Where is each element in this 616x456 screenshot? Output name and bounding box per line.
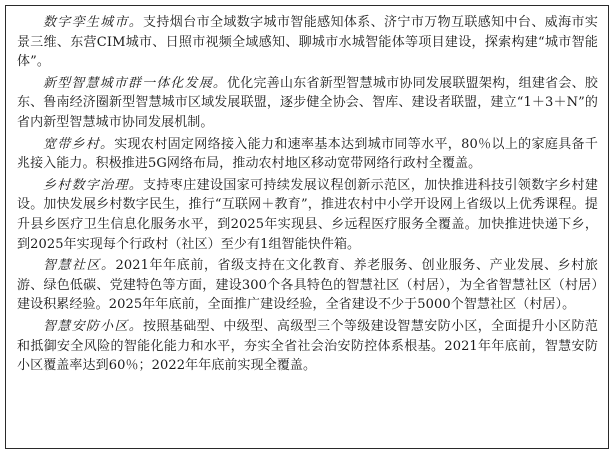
paragraph-lead: 新型智慧城市群一体化发展。 bbox=[43, 75, 228, 91]
paragraph-smart-city-group bbox=[17, 74, 598, 133]
paragraph-body: 支持烟台市全域数字城市智能感知体系、济宁市万物互联感知中台、威海市实景三维、东营CIM城市、日照市视频全域感知、聊城市水城智能体等项目建设，探索构建“城市智能体”。 bbox=[17, 15, 598, 70]
paragraph-village-digital-governance bbox=[17, 176, 598, 254]
paragraph-body: 按照基础型、中级型、高级型三个等级建设智慧安防小区，全面提升小区防范和抵御安全风险的智能化能力和水平，夯实全省社会治安防控体系根基。2021年年底前，智慧安防小区覆盖率达到60％；2022年年底前实现全覆盖。 bbox=[17, 318, 598, 374]
paragraph-body: 优化完善山东省新型智慧城市协同发展联盟架构，组建省会、胶东、鲁南经济圈新型智慧城市区域发展联盟，逐步健全协会、智库、建设者联盟，建立“1＋3＋N”的省内新型智慧城市协同发展机制。 bbox=[17, 75, 598, 130]
paragraph-smart-community bbox=[17, 256, 598, 315]
paragraph-lead: 智慧安防小区。 bbox=[43, 318, 144, 334]
paragraph-body: 实现农村固定网络接入能力和速率基本达到城市同等水平，80％以上的家庭具备千兆接入能力。积极推进5G网络布局，推动农村地区移动宽带网络行政村全覆盖。 bbox=[17, 136, 598, 172]
paragraph-smart-security-community bbox=[17, 317, 598, 376]
paragraph-lead: 宽带乡村。 bbox=[43, 136, 115, 152]
paragraph-digital-twin-city bbox=[17, 13, 598, 72]
paragraph-body: 2021年年底前，省级支持在文化教育、养老服务、创业服务、产业发展、乡村旅游、绿色低碳、党建特色等方面，建设300个各具特色的智慧社区（村居），为全省智慧社区（村居）建设积累经验。2025年年底前，全面推广建设经验，全省建设不少于5000个智慧社区（村居）。 bbox=[17, 258, 598, 313]
paragraph-lead: 数字孪生城市。 bbox=[43, 15, 144, 30]
paragraph-lead: 乡村数字治理。 bbox=[43, 177, 144, 193]
text-box bbox=[5, 5, 609, 449]
paragraph-broadband-village bbox=[17, 135, 598, 174]
paragraph-lead: 智慧社区。 bbox=[43, 258, 116, 274]
paragraph-body: 支持枣庄建设国家可持续发展议程创新示范区，加快推进科技引领数字乡村建设。加快发展乡村数字民生，推行“互联网＋教育”，推进农村中小学开设网上省级以上优秀课程。提升县乡医疗卫生信息化服务水平，到2025年实现县、乡远程医疗服务全覆盖。加快推进快递下乡，到2025年实现每个行政村（社区）至少有1组智能快件箱。 bbox=[17, 177, 598, 252]
